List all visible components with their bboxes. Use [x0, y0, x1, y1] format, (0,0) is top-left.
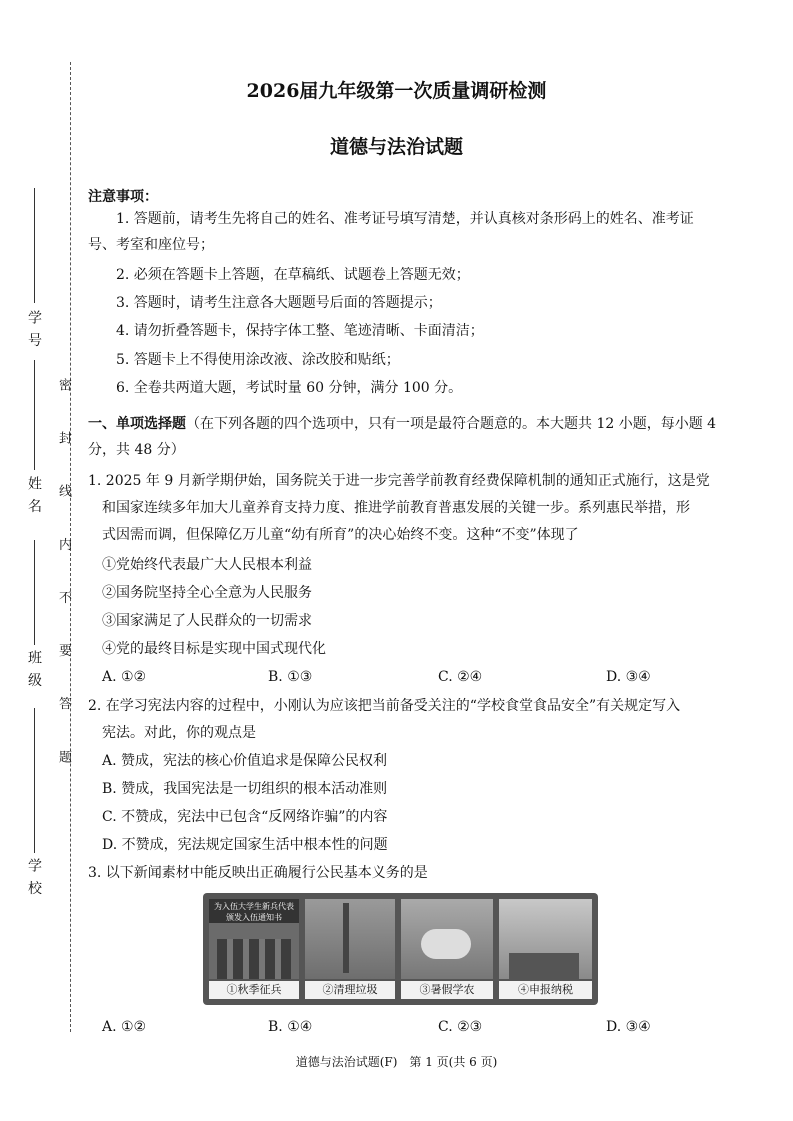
subject-title: 道德与法治试题: [329, 136, 463, 158]
notice-item: 5. 答题卡上不得使用涂改液、涂改胶和贴纸；: [116, 352, 400, 368]
q2-option-b: B. 赞成，我国宪法是一切组织的根本活动准则: [102, 781, 388, 797]
notice-heading: 注意事项：: [88, 189, 158, 205]
q1-item: ③国家满足了人民群众的一切需求: [102, 613, 312, 629]
photo-caption: ③暑假学农: [401, 981, 493, 999]
q1-stem: 和国家连续多年加大儿童养育支持力度、推进学前教育普惠发展的关键一步。系列惠民举措，形: [102, 500, 690, 516]
q3-option-b: B. ①④: [268, 1019, 313, 1035]
notice-item: 号、考室和座位号；: [88, 237, 214, 253]
q1-item: ④党的最终目标是实现中国式现代化: [102, 641, 326, 657]
notice-item: 3. 答题时，请考生注意各大题题号后面的答题提示；: [116, 295, 442, 311]
q1-item: ②国务院坚持全心全意为人民服务: [102, 585, 312, 601]
field-name-line: [34, 360, 35, 470]
section-desc: （在下列各题的四个选项中，只有一项是最符合题意的。本大题共 12 小题，每小题 4: [186, 416, 717, 432]
q2-option-a: A. 赞成，宪法的核心价值追求是保障公民权利: [102, 753, 388, 769]
q3-option-d: D. ③④: [606, 1019, 651, 1035]
soldiers-figure: [217, 939, 291, 979]
q1-stem: 式因需而调，但保障亿万儿童“幼有所育”的决心始终不变。这种“不变”体现了: [102, 527, 579, 543]
q3-option-a: A. ①②: [102, 1019, 147, 1035]
photo-conscription: [209, 899, 299, 979]
page-footer: 道德与法治试题(F) 第 1 页(共 6 页): [295, 1055, 498, 1069]
section-title: 一、单项选择题: [88, 416, 186, 432]
exam-title: 2026届九年级第一次质量调研检测: [246, 80, 547, 102]
field-school-line: [34, 708, 35, 853]
section-desc-cont: 分，共 48 分）: [88, 442, 185, 458]
q1-option-b: B. ①③: [268, 669, 313, 685]
seal-warning: 密 封 线 内 不 要 答 题: [56, 378, 71, 781]
notice-item: 6. 全卷共两道大题，考试时量 60 分钟，满分 100 分。: [116, 380, 463, 396]
photo-summer-farming: [401, 899, 493, 979]
field-school-label: 学 校: [26, 858, 42, 897]
q1-option-a: A. ①②: [102, 669, 147, 685]
field-name-label: 姓 名: [26, 476, 42, 515]
photo-clean-garbage: [305, 899, 395, 979]
students-figure: [421, 929, 471, 959]
photo-caption: ①秋季征兵: [209, 981, 299, 999]
q2-stem: 宪法。对此，你的观点是: [102, 725, 256, 741]
q1-option-c: C. ②④: [438, 669, 483, 685]
q1-option-d: D. ③④: [606, 669, 651, 685]
tax-counter-figure: [509, 953, 579, 979]
photo-tax-filing: [499, 899, 592, 979]
photo-caption: ④申报纳税: [499, 981, 592, 999]
notice-item: 1. 答题前，请考生先将自己的姓名、准考证号填写清楚，并认真核对条形码上的姓名、准考证: [116, 211, 694, 227]
section-heading: [88, 411, 716, 437]
field-student-id-line: [34, 188, 35, 303]
tree-figure: [343, 903, 349, 973]
notice-item: 2. 必须在答题卡上答题，在草稿纸、试题卷上答题无效；: [116, 267, 470, 283]
q2-stem: 2. 在学习宪法内容的过程中，小刚认为应该把当前备受关注的“学校食堂食品安全”有关规定写入: [88, 698, 681, 714]
photo-caption: ②清理垃圾: [305, 981, 395, 999]
field-class-label: 班 级: [26, 650, 42, 689]
q1-item: ①党始终代表最广大人民根本利益: [102, 557, 312, 573]
q2-option-d: D. 不赞成，宪法规定国家生活中根本性的问题: [102, 837, 388, 853]
photo-banner-text: 为入伍大学生新兵代表 颁发入伍通知书: [209, 899, 299, 923]
news-photo-strip: [203, 893, 598, 1005]
field-class-line: [34, 540, 35, 645]
q3-stem: 3. 以下新闻素材中能反映出正确履行公民基本义务的是: [88, 865, 428, 881]
q3-option-c: C. ②③: [438, 1019, 483, 1035]
field-student-id-label: 学 号: [26, 310, 42, 349]
notice-item: 4. 请勿折叠答题卡，保持字体工整、笔迹清晰、卡面清洁；: [116, 323, 484, 339]
q1-stem: 1. 2025 年 9 月新学期伊始，国务院关于进一步完善学前教育经费保障机制的通知正式施行，这是党: [88, 473, 710, 489]
q2-option-c: C. 不赞成，宪法中已包含“反网络诈骗”的内容: [102, 809, 388, 825]
